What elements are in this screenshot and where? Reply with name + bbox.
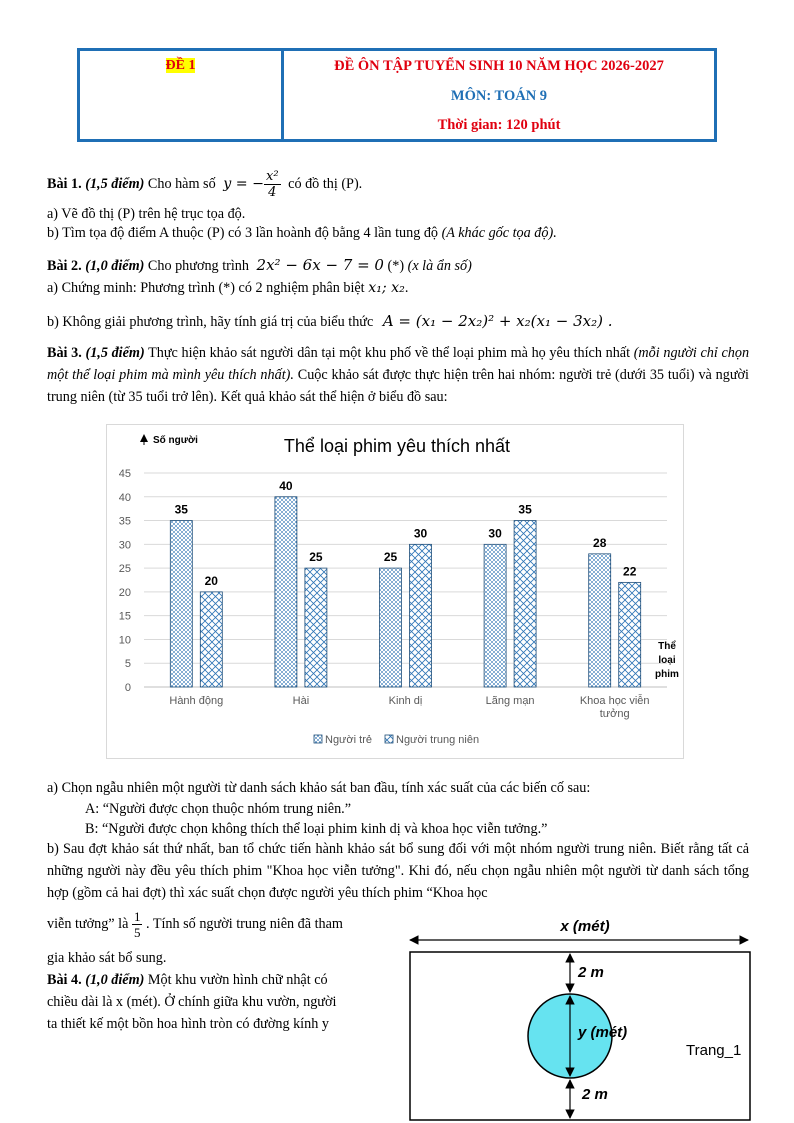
bai3-part-b-cont: viễn tưởng” là $\frac{1}{5}$ . Tính số người trung niên đã tham (47, 909, 343, 941)
x-tick-label: tưởng (599, 708, 630, 720)
bai1-statement: Bài 1. (1,5 điểm) Cho hàm số y = − $\frac{\text{x²}}{4}$ có đồ thị (P). (47, 169, 363, 201)
y-tick-label: 25 (118, 563, 131, 576)
bai3-event-b: B: “Người được chọn không thích thể loại phim kinh dị và khoa học viễn tưởng.” (85, 821, 548, 837)
y-tick-label: 35 (118, 515, 131, 528)
data-label: 40 (279, 478, 293, 493)
y-tick-label: 20 (118, 586, 131, 599)
fig-label-x: x (mét) (560, 918, 610, 935)
exam-header (77, 48, 717, 142)
data-label: 35 (174, 502, 188, 517)
fig-label-bottom: 2 m (582, 1086, 608, 1103)
bar (410, 544, 432, 687)
legend-swatch-middle (385, 735, 393, 743)
bar (514, 521, 536, 687)
y-tick-label: 15 (118, 610, 131, 623)
bai4-statement: Bài 4. (1,0 điểm) Một khu vườn hình chữ nhật có chiều dài là x (mét). Ở chính giữa khu vườn, người ta thiết kế một bồn hoa hình tròn có đường kính y (47, 972, 337, 1032)
exam-title: ĐỀ ÔN TẬP TUYỂN SINH 10 NĂM HỌC 2026-2027 (334, 58, 664, 74)
bai2-part-b: b) Không giải phương trình, hãy tính giá trị của biểu thức A = (x₁ − 2x₂)² + x₂(x₁ − 3x₂) . (47, 312, 613, 330)
y-tick-label: 5 (124, 658, 131, 671)
bar (589, 554, 611, 687)
legend-swatch-young (314, 735, 322, 743)
data-label: 20 (204, 573, 218, 588)
x-tick-label: Kinh dị (388, 695, 423, 707)
x-axis-label: loại (658, 655, 676, 666)
bar (275, 497, 297, 687)
exam-subject: MÔN: TOÁN 9 (450, 88, 548, 104)
bar (484, 544, 506, 687)
page-label: Trang_1 (686, 1042, 742, 1059)
fig-label-top: 2 m (578, 964, 604, 981)
data-label: 22 (623, 564, 637, 579)
bar (170, 521, 192, 687)
legend-label-young: Người trẻ (325, 734, 372, 746)
x-tick-label: Hành động (169, 695, 224, 707)
bai3-part-b-end: gia khảo sát bổ sung. (47, 950, 167, 966)
bai1-part-a: a) Vẽ đồ thị (P) trên hệ trục tọa độ. (47, 206, 246, 222)
bai2-part-a: a) Chứng minh: Phương trình (*) có 2 nghiệm phân biệt x₁; x₂. (47, 280, 409, 296)
y-tick-label: 40 (118, 491, 131, 504)
bar-chart (106, 424, 684, 759)
bai1-part-b: b) Tìm tọa độ điểm A thuộc (P) có 3 lần hoành độ bằng 4 lần tung độ (A khác gốc tọa độ). (47, 225, 557, 241)
garden-figure (400, 910, 760, 1122)
bai3-event-a: A: “Người được chọn thuộc nhóm trung niên.” (85, 801, 352, 817)
bar (305, 568, 327, 687)
bai3-part-b: b) Sau đợt khảo sát thứ nhất, ban tổ chức tiến hành khảo sát bổ sung đối với một nhóm người trung niên. Biết rằng tất cả những người này đều yêu thích phim "Khoa học viễn tưởng". Khi đó, nếu chọn ngẫu nhiên một người từ danh sách tổng hợp (gồm cả hai đợt) thì xác suất chọn được người yêu thích phim “Khoa học (47, 841, 749, 901)
bar (200, 592, 222, 687)
bai3-statement: Bài 3. (1,5 điểm) Thực hiện khảo sát người dân tại một khu phố về thể loại phim mà họ yêu thích nhất (mỗi người chỉ chọn một thể loại phim mà mình yêu thích nhất). Cuộc khảo sát được thực hiện trên hai nhóm: người trẻ (dưới 35 tuổi) và người trung niên (từ 35 tuổi trở lên). Kết quả khảo sát thể hiện ở biểu đồ sau: (47, 345, 750, 405)
bai2-statement: Bài 2. (1,0 điểm) Cho phương trình 2x² − 6x − 7 = 0 (*) (x là ẩn số) (47, 256, 472, 274)
fig-label-y: y (mét) (578, 1024, 628, 1041)
data-label: 28 (593, 535, 607, 550)
x-axis-label: phim (655, 669, 679, 680)
y-tick-label: 0 (124, 682, 131, 694)
data-label: 25 (309, 550, 323, 565)
y-tick-label: 10 (118, 634, 131, 647)
legend-label-middle: Người trung niên (396, 734, 480, 746)
exam-code: ĐỀ 1 (165, 58, 196, 73)
x-axis-label: Thể (658, 641, 676, 652)
chart-svg (107, 425, 683, 758)
data-label: 30 (488, 526, 502, 541)
bar (380, 568, 402, 687)
x-tick-label: Hài (292, 695, 310, 707)
exam-time: Thời gian: 120 phút (437, 117, 561, 133)
x-tick-label: Khoa học viễn (579, 695, 650, 707)
y-axis-arrow-head (140, 434, 148, 442)
data-label: 35 (518, 502, 532, 517)
data-label: 25 (383, 550, 398, 565)
y-tick-label: 30 (118, 539, 131, 552)
chart-title: Thể loại phim yêu thích nhất (283, 436, 511, 456)
y-tick-label: 45 (118, 468, 131, 480)
bar (619, 582, 641, 687)
bai3-part-a: a) Chọn ngẫu nhiên một người từ danh sách khảo sát ban đầu, tính xác suất của các biến cố sau: (47, 780, 591, 796)
data-label: 30 (413, 526, 428, 541)
x-tick-label: Lãng mạn (485, 695, 535, 707)
y-axis-label: Số người (153, 435, 198, 446)
